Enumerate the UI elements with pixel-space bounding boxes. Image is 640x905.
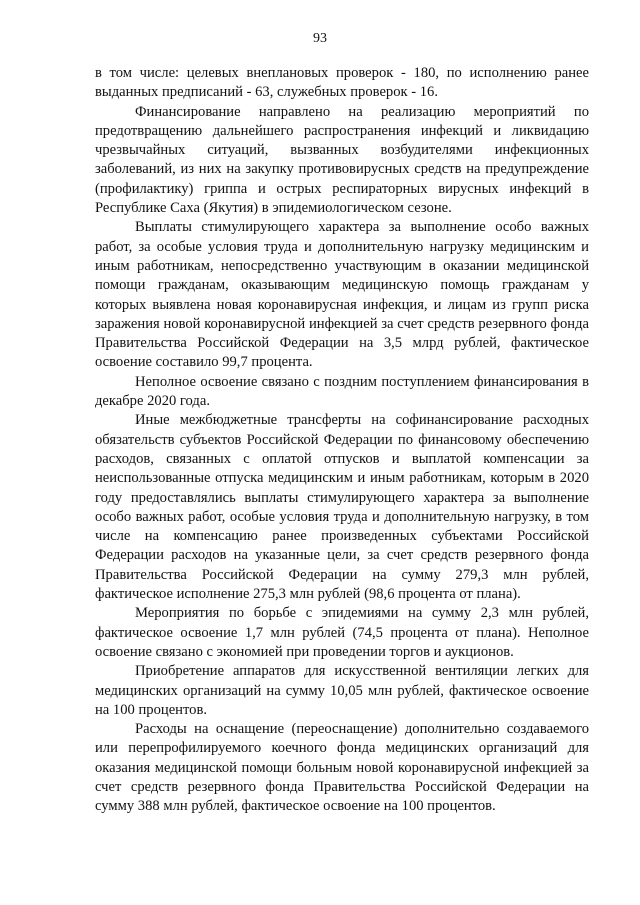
document-body xyxy=(95,64,589,817)
paragraph-incentive-payments: Выплаты стимулирующего характера за выполнение особо важных работ, за особые условия труда и дополнительную нагрузку медицинским и иным работникам, непосредственно участвующим в оказании медицинской помощи гражданам, оказывающим медицинскую помощь гражданам у которых выявлена новая коронавирусная инфекция, и лицам из групп риска заражения новой коронавирусной инфекцией за счет средств резервного фонда Правительства Российской Федерации на 3,5 млрд рублей, фактическое освоение составило 99,7 процента. xyxy=(95,219,589,371)
paragraph-bed-equipment: Расходы на оснащение (переоснащение) дополнительно создаваемого или перепрофилируемого коечного фонда медицинских организаций для оказания медицинской помощи больным новой коронавирусной инфекцией за счет средств резервного фонда Правительства Российской Федерации на сумму 388 млн рублей, фактическое освоение на 100 процентов. xyxy=(95,721,589,815)
paragraph-financing: Финансирование направлено на реализацию мероприятий по предотвращению дальнейшего распространения инфекций и ликвидацию чрезвычайных ситуаций, вызванных возбудителями инфекционных заболеваний, из них на закупку противовирусных средств на предупреждение (профилактику) гриппа и острых респираторных вирусных инфекций в Республике Саха (Якутия) в эпидемиологическом сезоне. xyxy=(95,103,589,217)
paragraph-interbudget-transfers: Иные межбюджетные трансферты на софинансирование расходных обязательств субъектов Российской Федерации по финансовому обеспечению расходов, связанных с оплатой отпусков и выплатой компенсации за неиспользованные отпуска медицинским и иным работникам, которым в 2020 году предоставлялись выплаты стимулирующего характера за выполнение особо важных работ, особые условия труда и дополнительную нагрузку, в том числе на компенсацию ранее произведенных субъектами Российской Федерации расходов на указанные цели, за счет средств резервного фонда Правительства Российской Федерации на сумму 279,3 млн рублей, фактическое исполнение 275,3 млн рублей (98,6 процента от плана). xyxy=(95,412,589,603)
paragraph-incomplete-spending: Неполное освоение связано с поздним поступлением финансирования в декабре 2020 года. xyxy=(95,373,589,410)
paragraph-ventilators: Приобретение аппаратов для искусственной вентиляции легких для медицинских организаций на сумму 10,05 млн рублей, фактическое освоение на 100 процентов. xyxy=(95,663,589,718)
paragraph-inspections: в том числе: целевых внеплановых проверок - 180, по исполнению ранее выданных предписаний - 63, служебных проверок - 16. xyxy=(95,65,589,101)
page-number: 93 xyxy=(313,31,327,46)
paragraph-epidemic-measures: Мероприятия по борьбе с эпидемиями на сумму 2,3 млн рублей, фактическое освоение 1,7 млн рублей (74,5 процента от плана). Неполное освоение связано с экономией при проведении торгов и аукционов. xyxy=(95,605,589,660)
